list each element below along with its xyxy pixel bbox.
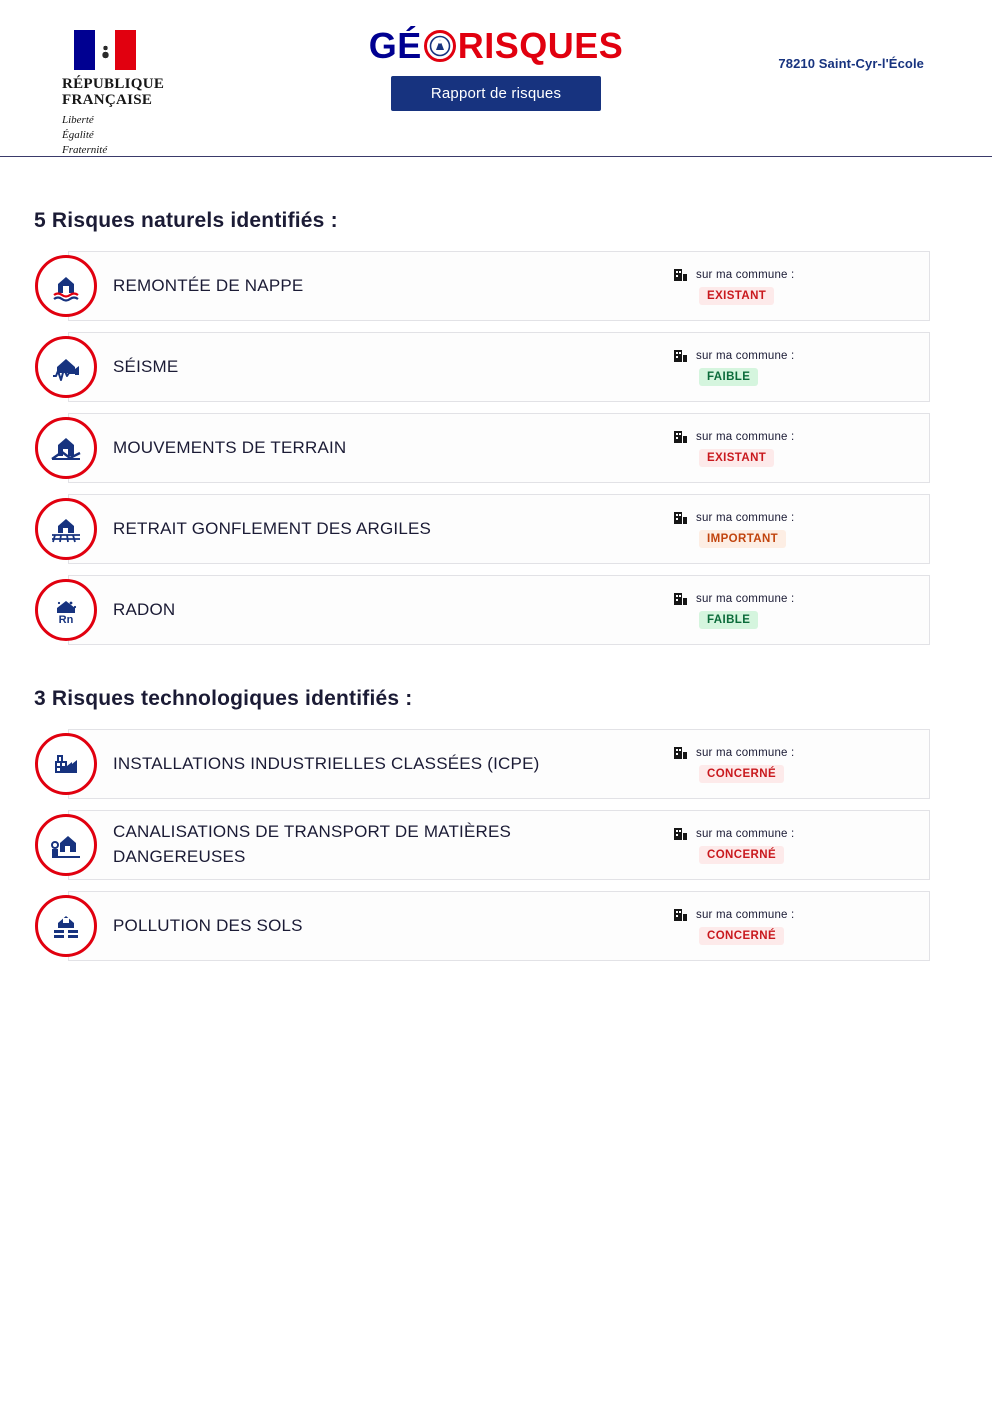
risk-row-canalisations-transport[interactable] — [68, 810, 930, 880]
section-risques-technologiques — [34, 687, 930, 961]
retrait-gonflement-argiles-icon — [35, 498, 97, 560]
radon-icon — [35, 579, 97, 641]
rapport-de-risques-button[interactable]: Rapport de risques — [391, 76, 601, 111]
status-caption: sur ma commune : — [696, 593, 795, 605]
brand-title-ge: GÉ — [368, 25, 422, 66]
installations-industrielles-icon — [35, 733, 97, 795]
status-caption: sur ma commune : — [696, 350, 795, 362]
brand-title — [368, 25, 624, 66]
status-badge: CONCERNÉ — [699, 765, 784, 783]
risk-row-retrait-gonflement-argiles[interactable] — [68, 494, 930, 564]
status-caption: sur ma commune : — [696, 431, 795, 443]
risk-status — [673, 510, 794, 548]
risk-status — [673, 591, 794, 629]
commune-building-icon — [673, 826, 689, 842]
status-badge: EXISTANT — [699, 287, 774, 305]
canalisations-transport-icon — [35, 814, 97, 876]
republic-line-2: FRANÇAISE — [62, 92, 153, 109]
status-caption: sur ma commune : — [696, 828, 795, 840]
risk-status — [673, 745, 794, 783]
risk-row-mouvements-de-terrain[interactable] — [68, 413, 930, 483]
commune-label: 78210 Saint-Cyr-l'École — [778, 56, 924, 71]
risk-row-remontee-de-nappe[interactable] — [68, 251, 930, 321]
risk-status — [673, 826, 794, 864]
republic-line-1: RÉPUBLIQUE — [62, 76, 165, 92]
risk-label: SÉISME — [113, 356, 179, 376]
status-badge: IMPORTANT — [699, 530, 786, 548]
risk-row-installations-industrielles[interactable] — [68, 729, 930, 799]
risk-row-pollution-des-sols[interactable] — [68, 891, 930, 961]
risk-status — [673, 429, 794, 467]
risk-label: RADON — [113, 599, 176, 619]
risk-label: MOUVEMENTS DE TERRAIN — [113, 437, 347, 457]
status-badge: CONCERNÉ — [699, 846, 784, 864]
risk-row-seisme[interactable] — [68, 332, 930, 402]
status-badge: FAIBLE — [699, 611, 758, 629]
commune-building-icon — [673, 348, 689, 364]
pollution-sols-icon — [35, 895, 97, 957]
georisques-logo-icon — [423, 29, 457, 63]
brand-title-risques: RISQUES — [457, 25, 624, 66]
devise-fraternite: Fraternité — [62, 144, 108, 157]
risk-row-radon[interactable] — [58, 575, 930, 645]
status-badge: EXISTANT — [699, 449, 774, 467]
commune-building-icon — [673, 510, 689, 526]
risk-label: POLLUTION DES SOLS — [113, 915, 303, 935]
seisme-icon — [35, 336, 97, 398]
devise-liberte: Liberté — [62, 114, 94, 127]
remontee-nappe-icon — [35, 255, 97, 317]
commune-building-icon — [673, 907, 689, 923]
risk-label: REMONTÉE DE NAPPE — [113, 275, 304, 295]
status-caption: sur ma commune : — [696, 512, 795, 524]
section-title-technologiques: 3 Risques technologiques identifiés : — [34, 687, 413, 710]
status-caption: sur ma commune : — [696, 269, 795, 281]
status-badge: FAIBLE — [699, 368, 758, 386]
risk-status — [673, 907, 794, 945]
svg-text:Rn: Rn — [58, 614, 74, 626]
risk-label: RETRAIT GONFLEMENT DES ARGILES — [113, 518, 432, 538]
devise-egalite: Égalité — [62, 129, 94, 142]
status-badge: CONCERNÉ — [699, 927, 784, 945]
risk-label: INSTALLATIONS INDUSTRIELLES CLASSÉES (ICPE) — [113, 753, 540, 773]
risk-status — [673, 348, 794, 386]
risks-content — [0, 157, 992, 961]
risk-label: CANALISATIONS DE TRANSPORT DE MATIÈRES DANGEREUSES — [113, 822, 512, 866]
section-risques-naturels — [34, 209, 930, 645]
risk-status — [673, 267, 794, 305]
commune-building-icon — [673, 267, 689, 283]
mouvements-terrain-icon — [35, 417, 97, 479]
commune-building-icon — [673, 591, 689, 607]
commune-building-icon — [673, 745, 689, 761]
page-header — [0, 0, 992, 157]
section-title-naturels: 5 Risques naturels identifiés : — [34, 209, 338, 232]
commune-building-icon — [673, 429, 689, 445]
status-caption: sur ma commune : — [696, 909, 795, 921]
status-caption: sur ma commune : — [696, 747, 795, 759]
